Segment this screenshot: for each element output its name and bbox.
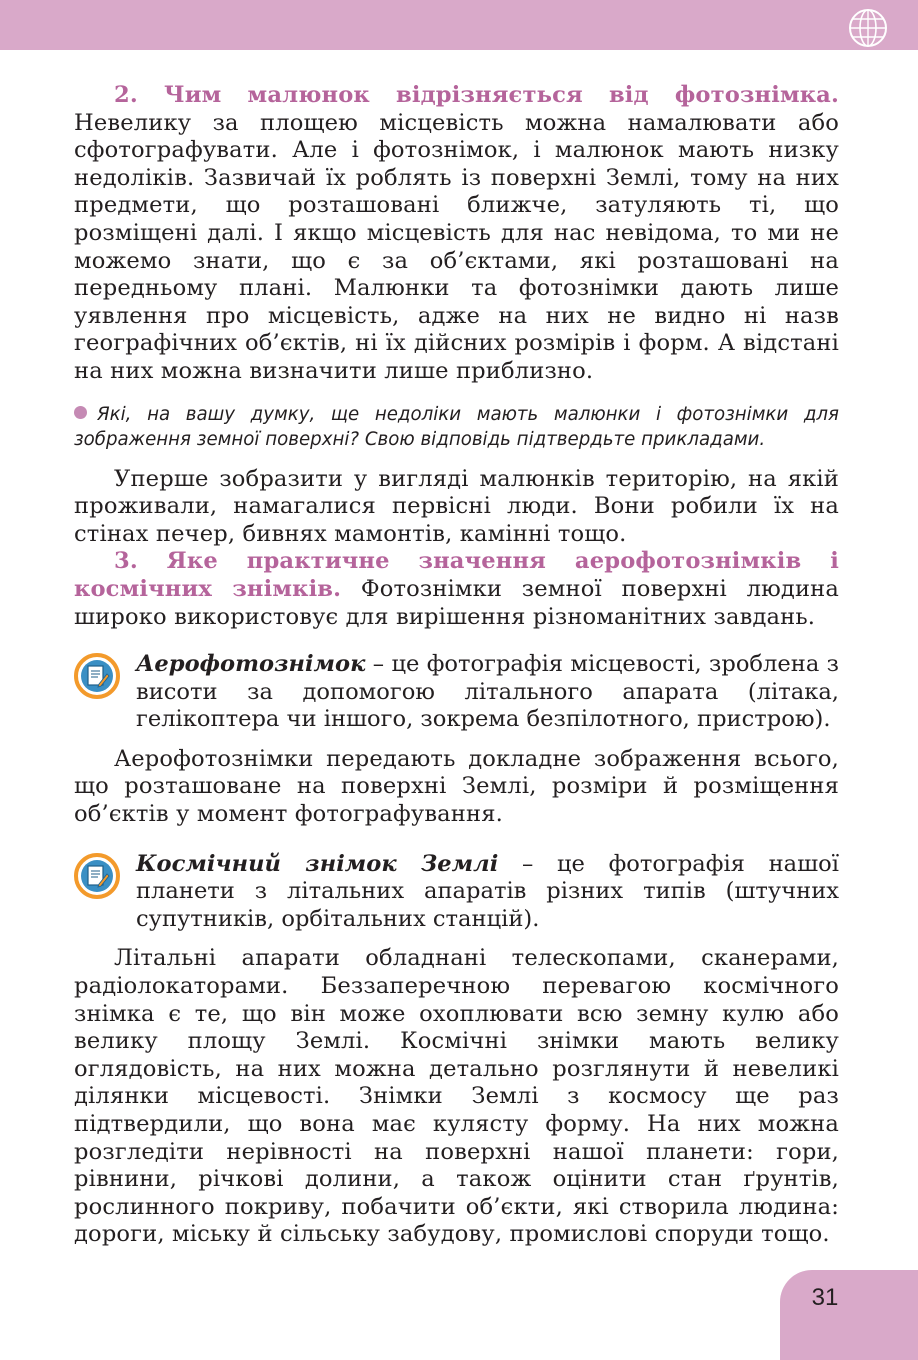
question-block [74, 402, 839, 452]
section-3-text: Фотознімки земної поверхні людина широко використовує для вирішення різноманітних завдань. [74, 575, 839, 630]
definition-term: Космічний знімок Землі [136, 850, 499, 877]
page-content [74, 82, 839, 1249]
header-band [0, 0, 918, 50]
space-image-paragraph: Літальні апарати обладнані телескопами, сканерами, радіолокаторами. Беззаперечною перевагою космічного знімка є те, що він може охоплювати всю земну кулю або велику площу Землі. Космічні знімки мають велику оглядовість, на них можна детально розглянути й невеликі ділянки місцевості. Знімки Землі з космосу ще раз підтвердили, що вона має кулясту форму. На них можна розгледіти нерівності на поверхні нашої планети: гори, рівнини, річкові долини, а також оцінити стан ґрунтів, рослинного покриву, побачити об’єкти, які створила людина: дороги, міську й сільську забудову, промислові споруди тощо. [74, 945, 839, 1248]
page-number-tab [780, 1270, 918, 1360]
section-2-paragraph [74, 82, 839, 386]
definition-term: Аерофотознімок [136, 651, 366, 678]
notebook-pencil-icon [74, 853, 120, 899]
definition-text: – це фотографія місцевості, зроблена з висоти за допомогою літального апарата (літака, гелікоптера чи іншого, зокрема безпілотного, пристрою). [136, 651, 839, 733]
history-paragraph: Уперше зобразити у вигляді малюнків територію, на якій проживали, намагалися первісні люди. Вони робили їх на стінах печер, бивнях мамонтів, камінні тощо. [74, 465, 839, 547]
section-3-paragraph [74, 548, 839, 631]
aerophoto-paragraph: Аерофотознімки передають докладне зображення всього, що розташоване на поверхні Землі, розміри й розміщення об’єктів у момент фотографування. [74, 745, 839, 828]
bullet-icon [74, 406, 87, 419]
section-3-heading: 3. Яке практичне значення аерофотознімків і космічних знімків. [74, 548, 839, 602]
definition-space-image [74, 851, 839, 934]
definition-aerophoto [74, 651, 839, 734]
notebook-pencil-icon [74, 653, 120, 699]
section-2-heading: 2. Чим малюнок відрізняється від фотознімка. [114, 82, 839, 108]
section-2-text: Невелику за площею місцевість можна намалювати або сфотографувати. Але і фотознімок, і малюнок мають низку недоліків. Зазвичай їх роблять із поверхні Землі, тому на них предмети, що розташовані ближче, затуляють ті, що розміщені далі. І якщо місцевість для нас невідома, то ми не можемо знати, що є за об’єктами, які розташовані на передньому плані. Малюнки та фотознімки дають лише уявлення про місцевість, адже на них не видно ні назв географічних об’єктів, ні їх дійсних розмірів і форм. А відстані на них можна визначити лише приблизно. [74, 109, 839, 384]
globe-icon [848, 8, 888, 48]
definition-text: – це фотографія нашої планети з літальних апаратів різних типів (штучних супутників, орбітальних станцій). [136, 850, 839, 932]
page-number: 31 [811, 1284, 839, 1311]
question-text: Які, на вашу думку, ще недоліки мають малюнки і фотознімки для зображення земної поверхні? Свою відповідь підтвердьте прикладами. [74, 403, 839, 450]
